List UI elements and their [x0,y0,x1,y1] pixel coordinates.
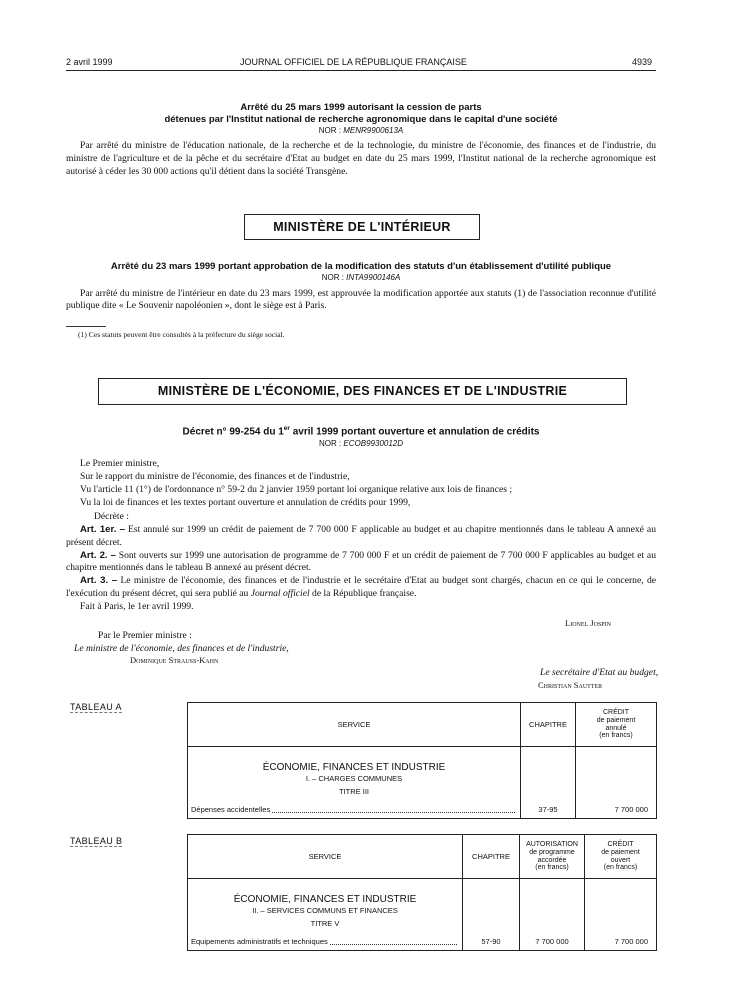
header-line: (en francs) [599,732,633,740]
tableau-a-header-service: SERVICE [188,703,521,747]
header-rule [66,70,656,71]
tableau-b-label [70,836,122,848]
ministry-interieur-box: MINISTÈRE DE L'INTÉRIEUR [244,214,480,240]
nor-code: MENR9900613A [343,125,404,135]
visa-line: Vu la loi de finances et les textes portant ouverture et annulation de crédits pour 1999, [80,496,411,508]
header-line: (en francs) [603,864,638,872]
tableau-b-autorisation-cell: 7 700 000 [520,879,585,951]
header-line: (en francs) [535,864,569,872]
tableau-a [187,702,657,819]
arrete-cession-title-line1: Arrêté du 25 mars 1999 autorisant la cession de parts [240,102,482,113]
header-date: 2 avril 1999 [66,57,113,67]
header-line: de paiement [596,716,636,724]
nor-code: ECOB9930012D [343,438,404,448]
article-2 [66,550,656,576]
header-line: CRÉDIT [602,709,630,717]
ministre-title: Le ministre de l'économie, des finances et de l'industrie, [74,643,289,654]
decret-title-sup: er [283,425,290,432]
article-3-label: Art. 3. – [80,575,118,587]
visa-line: Le Premier ministre, [80,458,160,470]
tableau-b-row-label: Equipements administratifs et techniques [191,937,328,947]
arrete-cession [66,102,656,179]
decret-decrete: Décrète : [94,511,129,523]
secretaire-name: Christian Sautter [538,680,603,690]
tableau-a-header-credit [576,703,657,747]
signature-premier-ministre: Lionel Jospin [565,618,611,628]
tableau-a-label [70,702,122,714]
arrete-cession-nor [66,126,656,137]
visa-line: Vu l'article 11 (1°) de l'ordonnance n° 59-2 du 2 janvier 1959 portant loi organique relative aux lois de finances ; [80,483,513,495]
article-1-text: Est annulé sur 1999 un crédit de paiement de 7 700 000 F applicable au budget et au chapitre mentionnés dans le tableau A annexé au présent décret. [66,524,656,548]
tableau-b-chapitre-cell: 57-90 [463,879,520,951]
tableau-b-body-row [188,879,657,951]
arrete-statuts-nor [66,273,656,284]
tableau-b-label-text: TABLEAU B [70,836,123,846]
article-1 [66,524,656,550]
tableau-a-service-cell [188,747,521,819]
tableau-b [187,834,657,951]
tableau-b-header-row [188,835,657,879]
header-line: accordée [537,856,567,864]
header-journal: JOURNAL OFFICIEL DE LA RÉPUBLIQUE FRANÇAISE [240,57,467,67]
arrete-cession-title-line2: détenues par l'Institut national de recherche agronomique dans le capital d'une société [164,113,558,125]
decret-visas [66,458,656,509]
header-line: annulé [605,724,627,732]
tableau-a-titre: TITRE III [339,787,369,797]
decret-title-a: Décret n° 99-254 du 1 [182,426,284,438]
article-3 [66,575,656,601]
nor-label: NOR : [318,438,344,448]
leader-dots [330,944,457,945]
visa-line: Sur le rapport du ministre de l'économie, des finances et de l'industrie, [80,471,350,483]
secretaire-title: Le secrétaire d'Etat au budget, [540,667,659,678]
tableau-a-label-text: TABLEAU A [70,702,122,712]
tableau-b-service-cell [188,879,463,951]
arrete-statuts-title: Arrêté du 23 mars 1999 portant approbation de la modification des statuts d'un établissement d'utilité publique [110,261,612,272]
footnote-rule [66,326,106,327]
footnote: (1) Ces statuts peuvent être consultés à la préfecture du siège social. [78,330,285,339]
tableau-a-chapitre-cell: 37-95 [521,747,576,819]
par-premier-ministre: Par le Premier ministre : [98,630,192,641]
article-2-label: Art. 2. – [80,549,116,561]
tableau-b-header-service: SERVICE [188,835,463,879]
nor-label: NOR : [318,125,344,135]
header-page-number: 4939 [632,57,653,67]
ministre-name: Dominique Strauss-Kahn [130,655,219,665]
article-3-text-b: de la République française. [309,587,417,599]
tableau-b-credit-cell: 7 700 000 [585,879,657,951]
header-line: ouvert [610,856,631,864]
arrete-cession-text: Par arrêté du ministre de l'éducation nationale, de la recherche et de la technologie, du ministre de l'économie, des finances et de l'industrie, du ministre de l'agriculture et de la pêche et du secrétaire d'Etat au budget en date du 25 mars 1999, l'Institut national de la recherche agronomique est autorisé à céder les 30 000 actions qu'il détient dans la société Transgène. [66,140,656,177]
tableau-a-header-chapitre: CHAPITRE [521,703,576,747]
decret [66,425,656,613]
nor-label: NOR : [321,272,347,282]
tableau-a-row [191,805,517,815]
header-line: CRÉDIT [607,841,634,849]
tableau-a-row-label: Dépenses accidentelles [191,805,271,815]
decret-nor [66,439,656,450]
nor-code: INTA9900146A [346,272,401,282]
decret-fait: Fait à Paris, le 1er avril 1999. [80,600,194,612]
tableau-b-row [191,937,459,947]
tableau-b-header-autorisation [520,835,585,879]
tableau-a-section: I. – CHARGES COMMUNES [305,774,403,784]
arrete-statuts-text: Par arrêté du ministre de l'intérieur en date du 23 mars 1999, est approuvée la modification apportée aux statuts (1) de l'association reconnue d'utilité publique dite « Le Souvenir napoléonien », dont le siège est à Paris. [66,287,656,312]
decret-title [66,425,656,439]
tableau-a-credit-cell: 7 700 000 [576,747,657,819]
article-3-text-italic: Journal officiel [250,587,310,599]
header-line: de programme [529,848,575,856]
arrete-statuts [66,261,656,313]
tableau-a-body-row [188,747,657,819]
tableau-b-header-credit [585,835,657,879]
article-2-text: Sont ouverts sur 1999 une autorisation de programme de 7 700 000 F et un crédit de paiement de 7 700 000 F applicables au budget et au chapitre mentionnés dans le tableau B annexé au présent décret. [66,549,656,574]
leader-dots [272,812,515,813]
header-line: de paiement [601,848,640,856]
tableau-b-titre: TITRE V [310,919,340,929]
tableau-b-section: II. – SERVICES COMMUNS ET FINANCES [252,906,398,916]
tableau-b-ministry: ÉCONOMIE, FINANCES ET INDUSTRIE [233,894,417,905]
tableau-a-header-row [188,703,657,747]
tableau-b-header-chapitre: CHAPITRE [463,835,520,879]
tableau-a-ministry: ÉCONOMIE, FINANCES ET INDUSTRIE [262,762,446,773]
ministry-economie-box: MINISTÈRE DE L'ÉCONOMIE, DES FINANCES ET DE L'INDUSTRIE [98,378,627,405]
decret-title-b: avril 1999 portant ouverture et annulation de crédits [289,426,540,438]
header-line: AUTORISATION [526,841,578,849]
article-1-label: Art. 1er. – [80,524,125,536]
article-3-text-a: Le ministre de l'économie, des finances et de l'industrie et le secrétaire d'Etat au budget sont chargés, chacun en ce qui le concerne, de l'exécution du présent décret, qui sera publié au [66,575,656,599]
